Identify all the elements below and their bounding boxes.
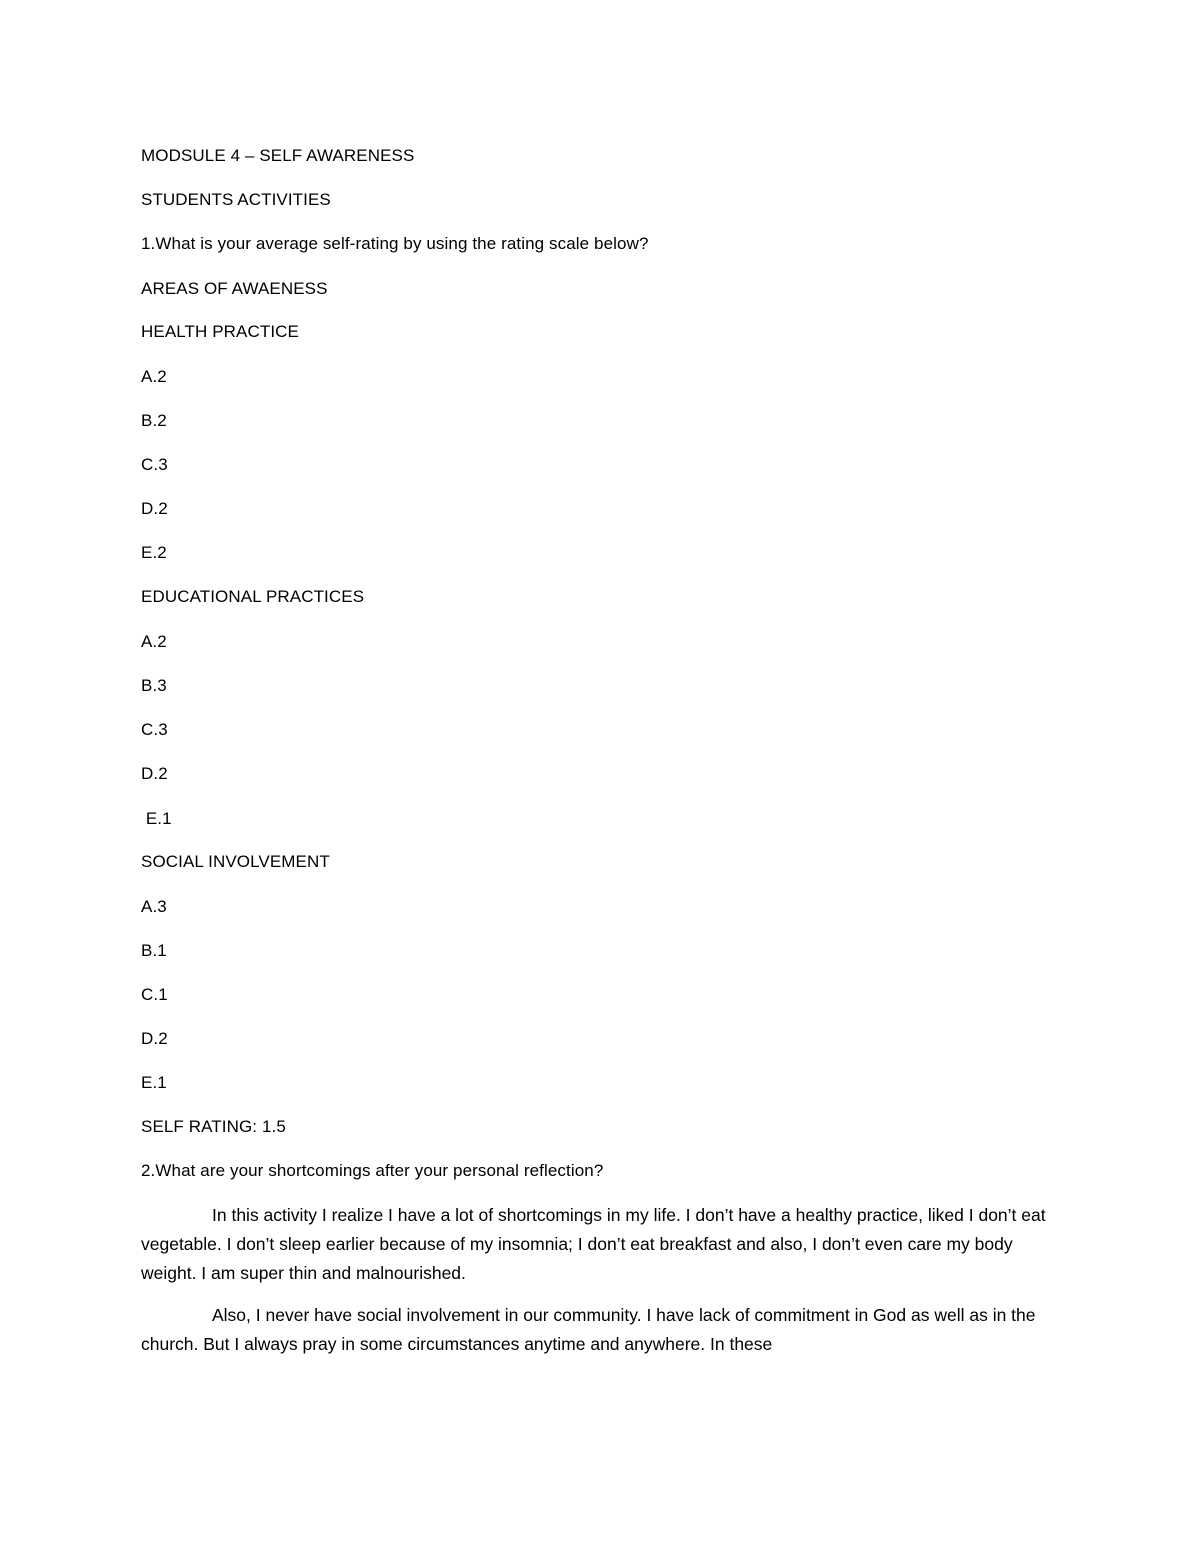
rating-item: E.1 [141, 809, 172, 828]
section-heading-social: SOCIAL INVOLVEMENT [141, 852, 330, 871]
question-1: 1.What is your average self-rating by using the rating scale below? [141, 234, 649, 253]
reflection-paragraph-2: Also, I never have social involvement in our community. I have lack of commitment in God as well as in the church. But I always pray in some circumstances anytime and anywhere. In these [141, 1305, 1036, 1354]
rating-item: E.1 [141, 1073, 167, 1092]
rating-item: C.1 [141, 985, 168, 1004]
rating-item: A.3 [141, 897, 167, 916]
document-subtitle: STUDENTS ACTIVITIES [141, 190, 331, 209]
self-rating: SELF RATING: 1.5 [141, 1117, 286, 1136]
rating-item: E.2 [141, 543, 167, 562]
rating-item: D.2 [141, 764, 168, 783]
areas-heading: AREAS OF AWAENESS [141, 279, 328, 298]
question-2: 2.What are your shortcomings after your personal reflection? [141, 1161, 604, 1180]
rating-item: D.2 [141, 499, 168, 518]
rating-item: A.2 [141, 632, 167, 651]
rating-item: B.2 [141, 411, 167, 430]
rating-item: B.1 [141, 941, 167, 960]
rating-item: A.2 [141, 367, 167, 386]
document-title: MODSULE 4 – SELF AWARENESS [141, 146, 415, 165]
rating-item: C.3 [141, 455, 168, 474]
reflection-paragraph-1: In this activity I realize I have a lot of shortcomings in my life. I don’t have a healthy practice, liked I don’t eat vegetable. I don’t sleep earlier because of my insomnia; I don’t eat breakfast and also, I don’t even care my body weight. I am super thin and malnourished. [141, 1205, 1046, 1283]
rating-item: D.2 [141, 1029, 168, 1048]
section-heading-educational: EDUCATIONAL PRACTICES [141, 587, 365, 606]
section-heading-health: HEALTH PRACTICE [141, 322, 299, 341]
rating-item: B.3 [141, 676, 167, 695]
rating-item: C.3 [141, 720, 168, 739]
